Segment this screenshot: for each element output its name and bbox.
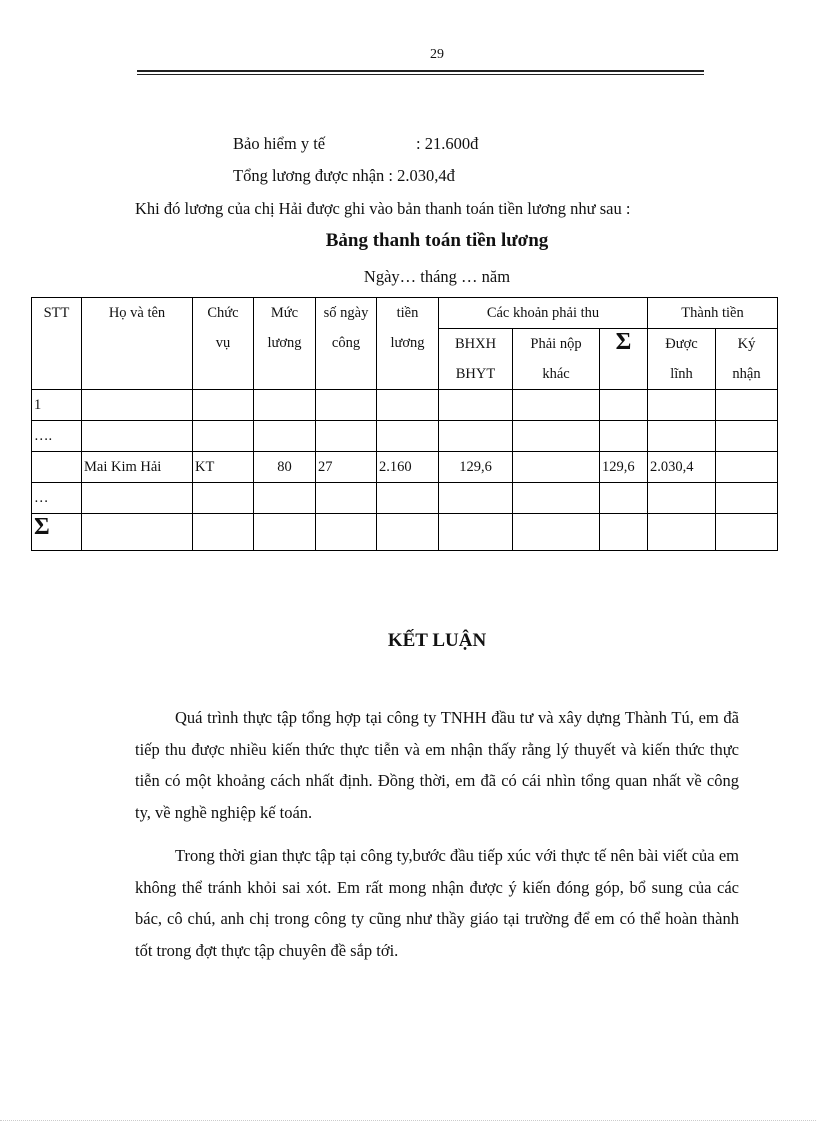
- total-salary-value: : 2.030,4đ: [388, 166, 455, 185]
- page-number: 29: [430, 47, 444, 62]
- total-salary-line: [233, 166, 455, 186]
- header-position: Chức vụ: [193, 298, 254, 390]
- conclusion-paragraph-2: Trong thời gian thực tập tại công ty,bước đầu tiếp xúc với thực tế nên bài viết của em không thể tránh khỏi sai xót. Em rất mong nhận được ý kiến đóng góp, bổ sung của các bác, cô chú, anh chị trong công ty cũng như thầy giáo tại trường để em có thể hoàn thành tốt trong đợt thực tập chuyên đề sắp tới.: [135, 846, 739, 960]
- header-signature: Ký nhận: [716, 329, 778, 390]
- total-salary-label: Tổng lương được nhận: [233, 166, 385, 185]
- header-deductions: Các khoản phải thu: [439, 298, 648, 329]
- header-salary-rate: Mức lương: [254, 298, 316, 390]
- table-date: Ngày… tháng … năm: [363, 267, 511, 286]
- header-rule-thin: [137, 74, 704, 75]
- header-work-days: số ngày công: [316, 298, 377, 390]
- insurance-label: Bảo hiểm y tế: [233, 134, 326, 153]
- header-sum-symbol: Σ: [600, 329, 648, 390]
- conclusion-paragraph-1: Quá trình thực tập tổng hợp tại công ty TNHH đầu tư và xây dựng Thành Tú, em đã tiếp thu được nhiều kiến thức thực tiễn và em nhận thấy rằng lý thuyết và kiến thức thực tiễn có một khoảng cách nhất định. Đồng thời, em đã có cái nhìn tổng quan nhất về công ty, về nghề nghiệp kế toán.: [135, 708, 739, 822]
- header-received: Được lĩnh: [648, 329, 716, 390]
- total-sum-symbol: Σ: [32, 514, 82, 551]
- payroll-table: [31, 297, 778, 551]
- header-other-payable: Phải nộp khác: [513, 329, 600, 390]
- table-row: Mai Kim Hải KT 80 27 2.160 129,6 129,6 2.030,4: [32, 452, 778, 483]
- insurance-line: [233, 134, 478, 154]
- header-name: Họ và tên: [82, 298, 193, 390]
- header-stt: STT: [32, 298, 82, 390]
- header-rule: [137, 70, 704, 72]
- table-row: ….: [32, 421, 778, 452]
- table-row: 1: [32, 390, 778, 421]
- header-row-1: [32, 298, 778, 329]
- conclusion-heading: KẾT LUẬN: [387, 630, 487, 651]
- page-bottom-border: [0, 1120, 816, 1121]
- employee-name: Mai Kim Hải: [82, 452, 193, 483]
- header-bhxh-bhyt: BHXH BHYT: [439, 329, 513, 390]
- table-total-row: [32, 514, 778, 551]
- header-total: Thành tiền: [648, 298, 778, 329]
- table-title: Bảng thanh toán tiền lương: [325, 230, 549, 251]
- intro-sentence: Khi đó lương của chị Hải được ghi vào bản thanh toán tiền lương như sau :: [135, 199, 631, 218]
- header-salary-amount: tiền lương: [377, 298, 439, 390]
- insurance-value: : 21.600đ: [416, 134, 479, 153]
- table-row: …: [32, 483, 778, 514]
